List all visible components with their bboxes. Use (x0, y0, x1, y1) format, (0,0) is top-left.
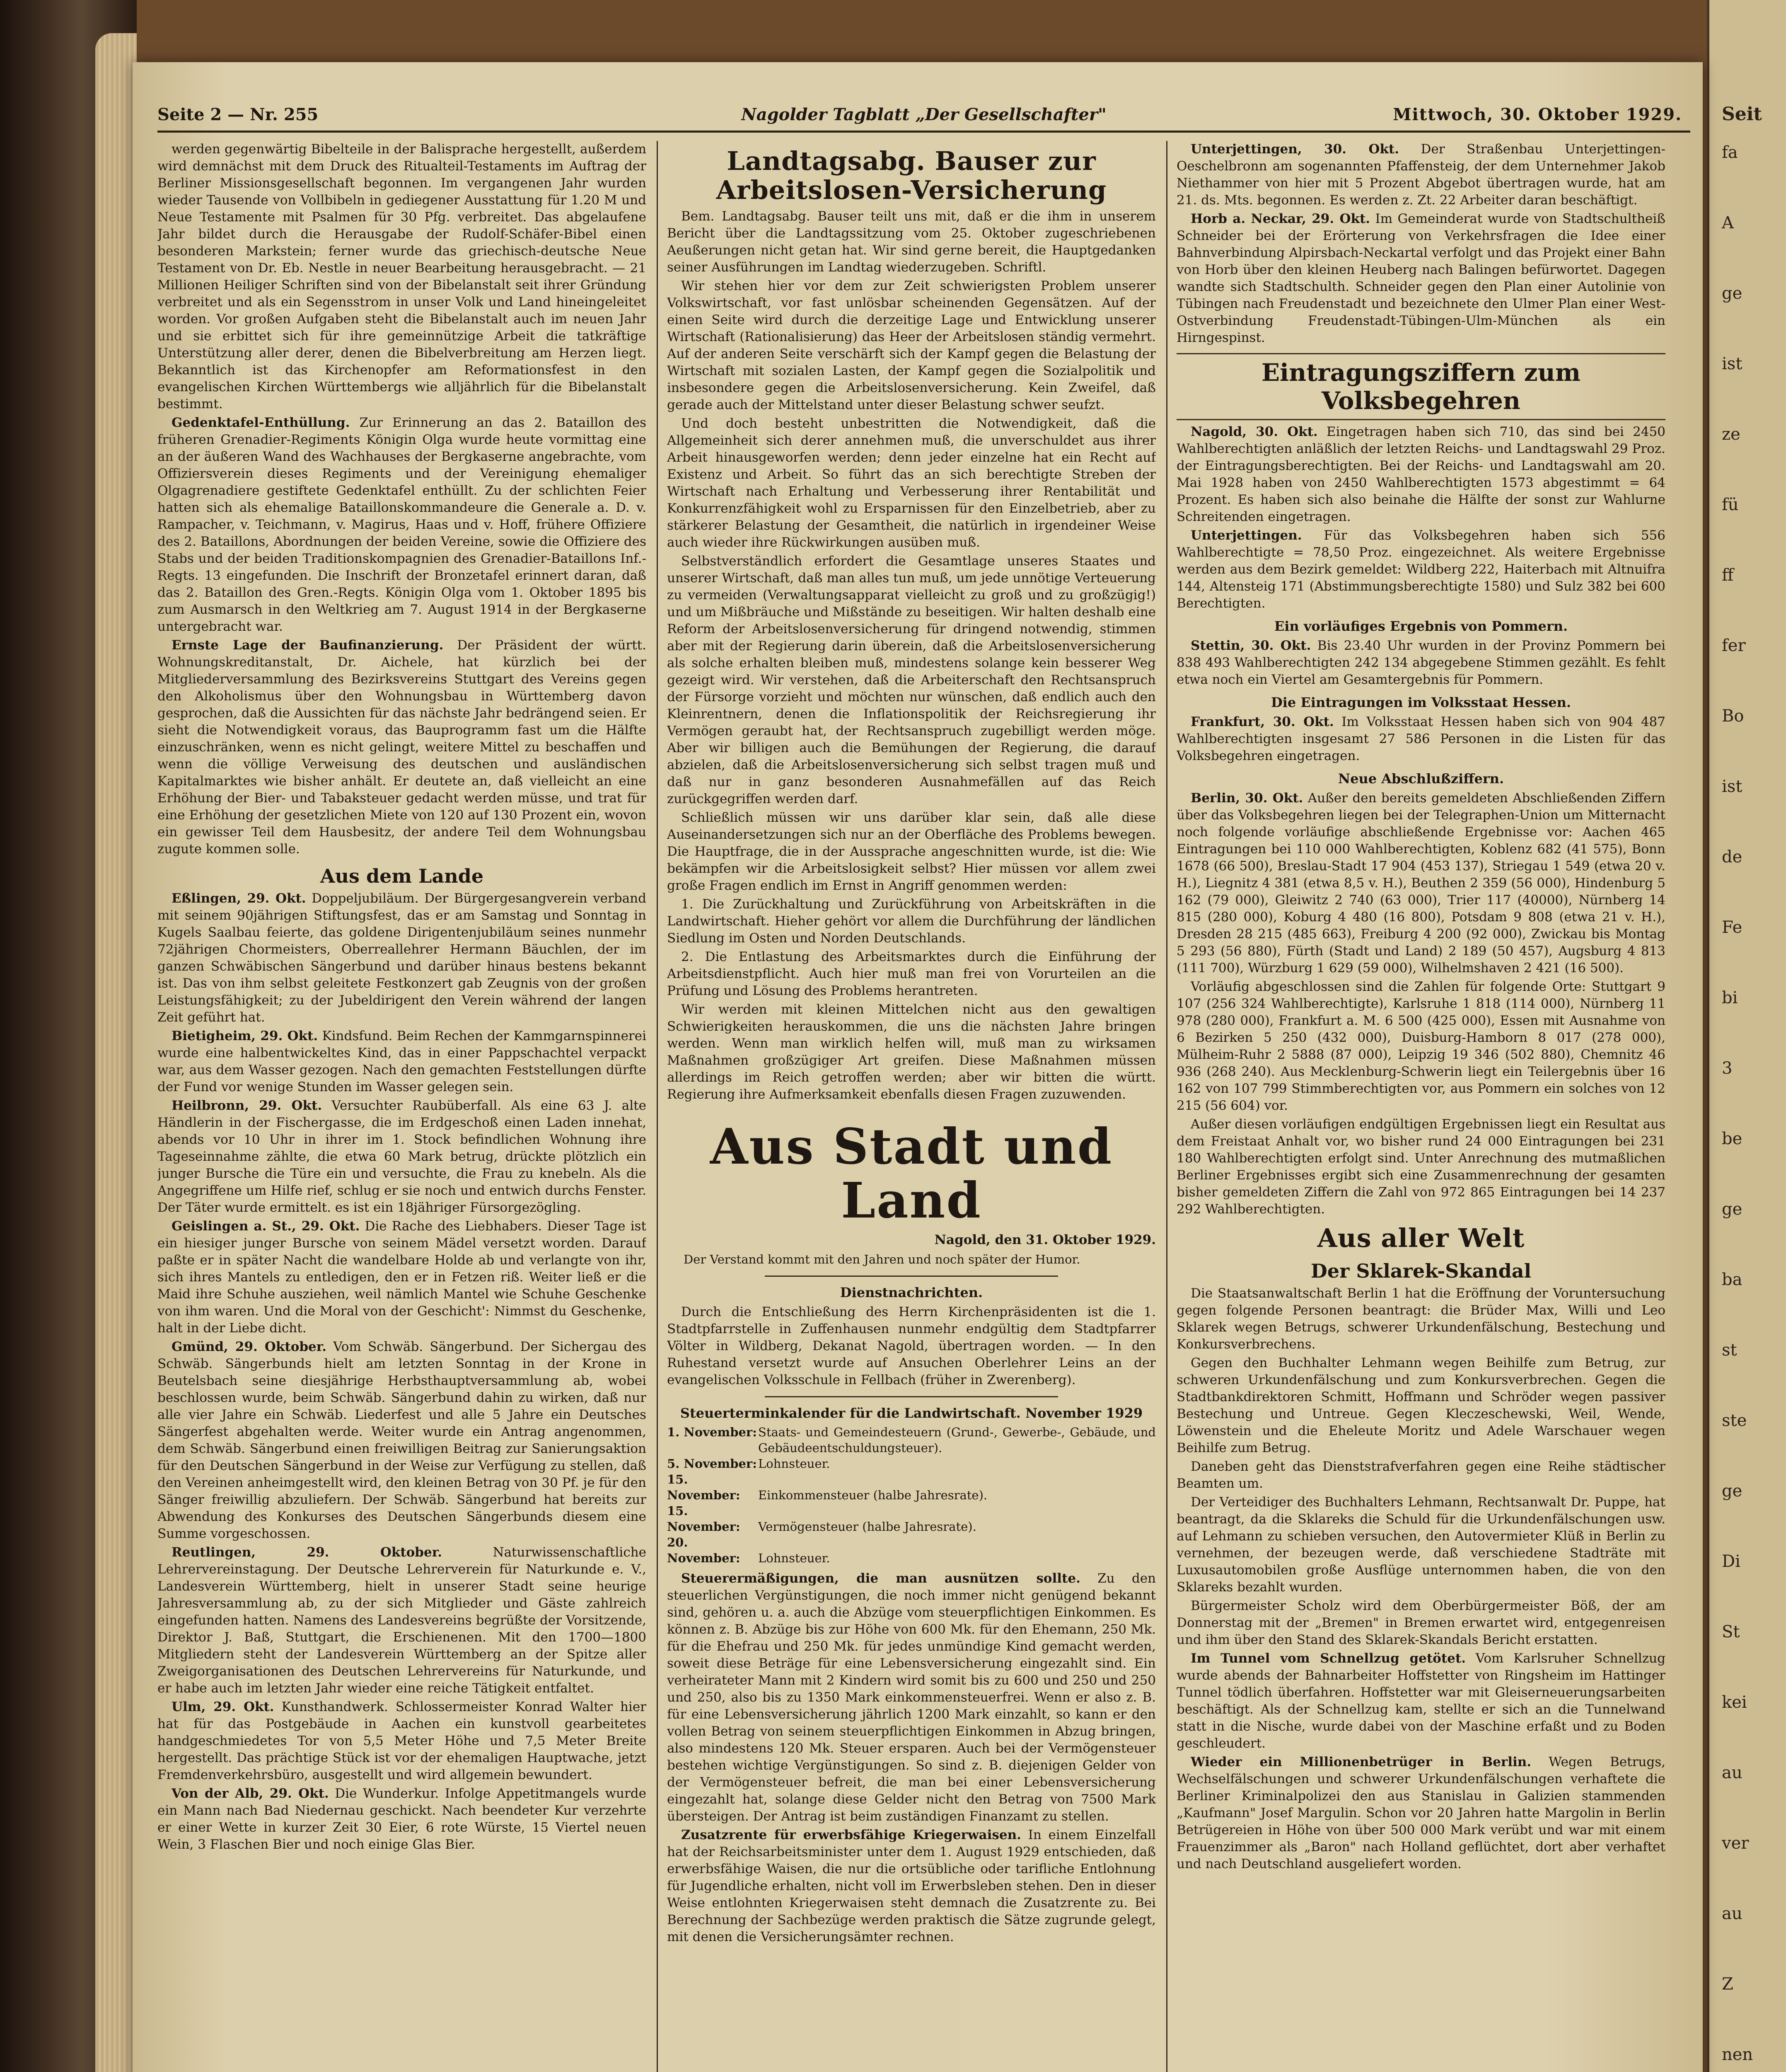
masthead (157, 102, 1690, 133)
page-stack-edge (95, 33, 137, 2072)
article-lead: Ernste Lage der Baufinanzierung. (172, 638, 444, 653)
article-paragraph (667, 1001, 1156, 1103)
newspaper-page (133, 62, 1703, 2072)
tax-calendar-row (667, 1535, 1156, 1566)
article-paragraph (667, 1827, 1156, 1946)
small-headline: Neue Abschlußziffern. (1338, 771, 1504, 787)
article-paragraph (157, 1339, 646, 1542)
article-paragraph (1177, 714, 1665, 765)
tax-calendar-date: 1. November: (667, 1425, 757, 1439)
article-lead: Frankfurt, 30. Okt. (1191, 714, 1334, 729)
facing-fragment: au (1722, 1904, 1742, 1923)
tax-calendar-row (667, 1472, 1156, 1503)
article-text: Und doch besteht unbestritten die Notwendigkeit, daß die Allgemeinheit sich derer annehmen muß, die unverschuldet aus ihrer Arbeit hinausgeworfen werden; denn jeder einzelne hat ein Recht auf Existenz und Arbeit. So führt das an sich berechtigte Streben der Wirtschaft nach Erhaltung und Verbesserung ihrer Rentabilität und Konkurrenzfähigkeit wohl zu Ersparnissen für den Einzelbetrieb, aber zu stärkerer Belastung der Gesamtheit, die natürlich in irgendeiner Weise auch wieder ihre Rückwirkungen ausüben muß. (667, 416, 1156, 550)
article-paragraph (667, 553, 1156, 808)
page-number: Seite 2 — Nr. 255 (157, 105, 319, 124)
article-paragraph (1177, 527, 1665, 612)
article-paragraph (157, 414, 646, 635)
small-headline: Dienstnachrichten. (840, 1285, 983, 1300)
facing-fragment: ver (1722, 1834, 1749, 1853)
article-lead: Unterjettingen. (1191, 528, 1302, 543)
motto: Der Verstand kommt mit den Jahren und noch später der Humor. (684, 1252, 1080, 1266)
article-paragraph (157, 637, 646, 858)
facing-fragment: st (1722, 1341, 1737, 1360)
article-paragraph (667, 415, 1156, 551)
article-paragraph (1177, 211, 1665, 346)
article-lead: Bietigheim, 29. Okt. (172, 1029, 318, 1043)
article-paragraph (157, 1544, 646, 1697)
article-text: Außer diesen vorläufigen endgültigen Ergebnissen liegt ein Resultat aus dem Freistaat Anhalt vor, wo bisher rund 24 000 Eintragungen bei 231 180 Wahlberechtigten erfolgt sind. Unter Anrechnung des mutmaßlichen Berliner Ergebnisses ergibt sich eine Zusammenrechnung der gesamten bisher gemeldeten Ziffern die Zahl von 972 865 Eintragungen bei 14 237 292 Wahlberechtigten. (1177, 1117, 1665, 1217)
article-text: In einem Einzelfall hat der Reichsarbeitsminister unter dem 1. August 1929 entschieden, daß erwerbsfähige Waisen, die nur die ortsübliche oder tarifliche Entlohnung für Jugendliche erhalten, nicht voll im Erwerbsleben stehen. Den in dieser Weise entlohnten Kriegerwaisen steht demnach die Zusatzrente zu. Bei Berechnung der Sachbezüge werden praktisch die Sätze zugrunde gelegt, mit denen die Versicherungsämter rechnen. (667, 1828, 1156, 1944)
section-headline: Eintragungsziffern zum Volksbegehren (1177, 353, 1665, 420)
article-lead: Zusatzrente für erwerbsfähige Kriegerwaisen. (681, 1828, 1021, 1842)
article-text: Eingetragen haben sich 710, das sind bei 2450 Wahlberechtigten anläßlich der letzten Reichs- und Landtagswahl 29 Proz. der Eintragungsberechtigten. Bei der Reichs- und Landtagswahl am 20. Mai 1928 haben von 2450 Wahlberechtigten 1573 abgestimmt = 64 Prozent. Es haben sich also beinahe die Hälfte der sonst zur Wahlurne Schreitenden eingetragen. (1177, 424, 1665, 524)
article-text: 2. Die Entlastung des Arbeitsmarktes durch die Einführung der Arbeitsdienstpflicht. Auch hier muß man frei von Vorurteilen an die Prüfung und Lösung des Problems herantreten. (667, 949, 1156, 998)
dateline: Nagold, den 31. Oktober 1929. (934, 1232, 1156, 1247)
tax-calendar-date: 5. November: (667, 1457, 757, 1471)
article-text: Außer den bereits gemeldeten Abschließenden Ziffern über das Volksbegehren liegen bei der Telegraphen-Union um Mitternacht noch folgende vorläufige abschließende Ergebnisse vor: Aachen 465 Eintragungen bei 110 000 Wahlberechtigten, Koblenz 682 (41 575), Bonn 1678 (66 500), Breslau-Stadt 17 904 (453 137), Striegau 1 549 (etwa 20 v. H.), Liegnitz 4 381 (etwa 8,5 v. H.), Beuthen 2 359 (56 000), Hindenburg 5 162 (79 000), Gleiwitz 2 740 (63 000), Trier 117 (40000), Nürnberg 14 815 (280 000), Koburg 4 480 (16 800), Potsdam 9 808 (etwa 21 v. H.), Dresden 28 215 (485 663), Freiburg 4 200 (92 000), Zwickau bis Montag 5 293 (56 880), Fürth (Stadt und Land) 2 189 (50 457), Augsburg 4 813 (111 700), Würzburg 1 629 (59 000), Wilhelmshaven 2 421 (16 500). (1177, 791, 1665, 975)
column-rule (657, 141, 658, 2072)
column-3 (1177, 141, 1665, 2072)
article-paragraph (157, 141, 646, 413)
article-text: Daneben geht das Dienststrafverfahren gegen eine Reihe städtischer Beamten um. (1177, 1459, 1665, 1491)
article-text: Vom Schwäb. Sängerbund. Der Sichergau des Schwäb. Sängerbunds hielt am letzten Sonntag in der Krone in Beutelsbach seine diesjährige Herbsthauptversammlung ab, wobei beschlossen wurde, beim Schwäb. Sängerbund dahin zu wirken, daß nur alle vier Jahre ein Schwäb. Liederfest und alle 5 Jahre ein Deutsches Sängerfest abgehalten werde. Weiter wurde ein Antrag angenommen, dem Schwäb. Sängerbund einen freiwilligen Beitrag zur Sanierungsaktion für den Deutschen Sängerbund in der Weise zur Verfügung zu stellen, daß den Vereinen anheimgestellt wird, den kleinen Betrag von 30 Pf. je für den Sänger freiwillig abzuliefern. Der Schwäb. Sängerbund hat bereits zur Abwendung des Konkurses des Deutschen Sängerbunds diesem eine Summe vorgeschossen. (157, 1339, 646, 1541)
article-text: Im Gemeinderat wurde von Stadtschultheiß Schneider bei der Erörterung von Verkehrsfragen die Idee einer Bahnverbindung Alpirsbach-Neckartal verfolgt und das Projekt einer Bahn von Horb über den kleinen Heuberg nach Balingen befürwortet. Dagegen wandte sich Stadtschulth. Schneider gegen den Plan einer Autolinie von Tübingen nach Freudenstadt und bezeichnete den Ulmer Plan einer West-Ostverbindung Freudenstadt-Tübingen-Ulm-München als ein Hirngespinst. (1177, 211, 1665, 345)
article-text: Vorläufig abgeschlossen sind die Zahlen für folgende Orte: Stuttgart 9 107 (256 324 Wahlberechtigte), Karlsruhe 1 818 (114 000), Nürnberg 11 978 (280 000), Frankfurt a. M. 6 500 (425 000), Essen mit Ausnahme von 6 Bezirken 5 250 (432 000), Duisburg-Hamborn 8 017 (278 000), Mülheim-Ruhr 2 5888 (87 000), Leipzig 19 346 (502 880), Chemnitz 46 936 (268 240). Aus Mecklenburg-Schwerin liegt ein Teilergebnis über 16 162 von 107 799 Stimmberechtigten vor, aus Pommern ein solches von 12 215 (56 604) vor. (1177, 979, 1665, 1113)
facing-fragment: au (1722, 1763, 1742, 1782)
article-headline: Aus aller Welt (1317, 1223, 1525, 1253)
tax-calendar-row (667, 1424, 1156, 1456)
article-text: Selbstverständlich erfordert die Gesamtlage unseres Staates und unserer Wirtschaft, daß man alles tun muß, um jede unnötige Verteuerung zu vermeiden (Verwaltungsapparat vielleicht zu groß und zu großzügig!) und um Mißbräuche und Mißstände zu beseitigen. Wir halten deshalb eine Reform der Arbeitslosenversicherung für dringend notwendig, stimmen aber mit der Regierung darin überein, daß die Arbeitslosenversicherung als solche erhalten bleiben muß, mindestens solange kein besserer Weg gezeigt wird. Wir verstehen, daß die Arbeiterschaft den Rechtsanspruch der Fürsorge vorzieht und möchten nur wünschen, daß endlich auch den Kleinrentnern, denen die Inflationspolitik der Reichsregierung ihr Vermögen geraubt hat, der Rechtsanspruch zugebilligt werden möge. Aber wir billigen auch die Bemühungen der Regierung, die darauf abzielen, daß die Arbeitslosenversicherung sich selbst tragen muß und daß nur in ganz besonderen Ausnahmefällen auf das Reich zurückgegriffen werden darf. (667, 554, 1156, 806)
facing-fragment: A (1722, 213, 1734, 232)
article-paragraph (157, 1785, 646, 1853)
article-paragraph (667, 208, 1156, 276)
facing-fragment: fer (1722, 636, 1746, 655)
article-lead: Reutlingen, 29. Oktober. (172, 1545, 442, 1560)
article-paragraph (1177, 1494, 1665, 1596)
article-paragraph (157, 1699, 646, 1784)
article-lead: Von der Alb, 29. Okt. (172, 1786, 329, 1801)
article-text: Kindsfund. Beim Rechen der Kammgarnspinnerei wurde eine halbentwickeltes Kind, das in einer Pappschachtel verpackt war, aus dem Wasser gezogen. Nach den gemachten Feststellungen dürfte der Fund vor wenige Stunden im Wasser gelegen sein. (157, 1029, 646, 1094)
small-headline: Die Eintragungen im Volksstaat Hessen. (1271, 695, 1571, 710)
tax-calendar-item: Lohnsteuer. (758, 1457, 830, 1471)
article-text: Doppeljubiläum. Der Bürgergesangverein verband mit seinem 90jährigen Stiftungsfest, das er am Samstag und Sonntag in Kugels Saalbau feierte, das goldene Dirigentenjubiläum seines nunmehr 72jährigen Chormeisters, Oberreallehrer Hermann Bäuchlen, der im ganzen Schwäbischen Sängerbund und darüber hinaus bestens bekannt ist. Das von ihm selbst geleitete Festkonzert gab Zeugnis von der großen Leistungsfähigkeit; zu der Jubeldirigent den Verein während der langen Zeit geführt hat. (157, 891, 646, 1025)
article-headline: Landtagsabg. Bauser zur Arbeitslosen-Versicherung (716, 146, 1107, 205)
article-paragraph (157, 890, 646, 1026)
tax-calendar-date: 20. November: (667, 1535, 740, 1565)
tax-calendar-item: Staats- und Gemeindesteuern (Grund-, Gewerbe-, Gebäude, und Gebäudeentschuldungsteuer). (758, 1425, 1156, 1455)
column-rule (1166, 141, 1167, 2072)
article-paragraph (157, 1218, 646, 1337)
article-paragraph (1177, 1650, 1665, 1752)
tax-calendar-list (667, 1424, 1156, 1566)
tax-calendar-item: Vermögensteuer (halbe Jahresrate). (758, 1520, 976, 1534)
article-lead: Nagold, 30. Okt. (1191, 424, 1318, 439)
facing-fragment: ze (1722, 425, 1740, 444)
article-lead: Ulm, 29. Okt. (172, 1699, 274, 1714)
subsection-headline: Aus dem Lande (320, 865, 484, 887)
facing-fragment: ste (1722, 1411, 1747, 1430)
article-text: Vom Karlsruher Schnellzug wurde abends der Bahnarbeiter Hoffstetter von Ringsheim im Hattinger Tunnel tödlich überfahren. Hoffstetter war mit Gleiserneuerungsarbeiten beschäftigt. Als der Schnellzug kam, stellte er sich an die Tunnelwand statt in die Nische, wurde dabei von der Maschine erfaßt und zu Boden geschleudert. (1177, 1651, 1665, 1751)
article-text: Kunsthandwerk. Schlossermeister Konrad Walter hier hat für das Postgebäude in Aachen ein kunstvoll gearbeitetes handgeschmiedetes Tor von 5,5 Meter Höhe und 7,5 Meter Breite hergestellt. Das prächtige Stück ist vor der ehemaligen Hauptwache, jetzt Fremdenverkehrsbüro, ausgestellt und wird allgemein bewundert. (157, 1699, 646, 1782)
facing-fragment: ba (1722, 1270, 1742, 1289)
article-text: Zu den steuerlichen Vergünstigungen, die noch immer nicht genügend bekannt sind, gehören u. a. auch die Abzüge vom steuerpflichtigen Einkommen. Es können z. B. Abzüge bis zur Höhe von 600 Mk. für den Ehemann, 250 Mk. für die Ehefrau und 250 Mk. für jedes unmündige Kind gemacht werden, soweit diese Beträge für eine Lebensversicherung eingezahlt sind. Ein verheirateter Mann mit 2 Kindern wird somit bis zu 600 und 250 und 250 und 250, also bis zu 1350 Mark einkommensteuerfrei. Wenn er also z. B. für eine Lebensversicherung jährlich 1200 Mark einzahlt, so kann er den vollen Betrag von seinem steuerpflichtigen Einkommen in Abzug bringen, also mindestens 120 Mk. Steuer ersparen. Auch bei der Vermögensteuer bestehen wichtige Vergünstigungen. So sind z. B. diejenigen Gelder von der Vermögensteuer befreit, die man bei einer Lebensversicherung eingezahlt hat, solange diese Gelder nicht den Betrag von 7500 Mark übersteigen. Der Antrag ist beim zuständigen Finanzamt zu stellen. (667, 1571, 1156, 1824)
article-text: Der Präsident der württ. Wohnungskreditanstalt, Dr. Aichele, hat kürzlich bei der Mitgliederversammlung des Bezirksvereins Stuttgart des Vereins gegen den Alkoholismus über den Wohnungsbau in Württemberg davon gesprochen, daß die Aussichten für das nächste Jahr bedrängend seien. Er sieht die Notwendigkeit voraus, das Bauprogramm fast um die Hälfte einzuschränken, wenn es nicht gelingt, weitere Mittel zu beschaffen und wenn die völlige Verweisung des deutschen und ausländischen Kapitalmarktes wie bisher anhält. Er deutete an, daß vielleicht an eine Erhöhung der Bier- und Tabaksteuer gedacht werden müsse, und trat für eine Erhöhung der gesetzlichen Miete von 120 auf 130 Prozent ein, wovon ein gewisser Teil dem Hausbesitz, der andere Teil dem Wohnungsbau zugute kommen solle. (157, 638, 646, 857)
article-text: Bem. Landtagsabg. Bauser teilt uns mit, daß er die ihm in unserem Bericht über die Landtagssitzung vom 25. Oktober zugeschriebenen Aeußerungen nicht getan hat. Wir sind gerne bereit, die Hauptgedanken seiner Ausführungen im Landtag wiederzugeben. Schriftl. (667, 209, 1156, 275)
article-text: Schließlich müssen wir uns darüber klar sein, daß alle diese Auseinandersetzungen sich nur an der Oberfläche des Problems bewegen. Die Hauptfrage, die in der Aussprache angeschnitten wurde, ist die: Wie bekämpfen wir die Arbeitslosigkeit selbst? Hier müssen vor allem zwei große Fragen endlich im Ernst in Angriff genommen werden: (667, 810, 1156, 893)
article-lead: Heilbronn, 29. Okt. (172, 1098, 322, 1113)
facing-fragment: de (1722, 847, 1742, 867)
article-text: Im Volksstaat Hessen haben sich von 904 487 Wahlberechtigten insgesamt 27 586 Personen in die Listen für das Volksbegehren eingetragen. (1177, 714, 1665, 763)
facing-fragment: 3 (1722, 1059, 1733, 1078)
facing-page (1707, 0, 1786, 2072)
article-lead: Im Tunnel vom Schnellzug getötet. (1191, 1651, 1466, 1666)
article-paragraph (667, 278, 1156, 414)
subsection-headline: Der Sklarek-Skandal (1310, 1260, 1532, 1282)
small-headline: Ein vorläufiges Ergebnis von Pommern. (1274, 618, 1568, 634)
facing-fragment: Fe (1722, 918, 1742, 937)
facing-fragment: ist (1722, 354, 1742, 373)
tax-calendar-item: Lohnsteuer. (758, 1551, 830, 1565)
article-lead: Unterjettingen, 30. Okt. (1191, 142, 1399, 157)
facing-fragment: ge (1722, 1200, 1742, 1219)
article-text: Zur Erinnerung an das 2. Bataillon des früheren Grenadier-Regiments Königin Olga wurde heute vormittag eine an der äußeren Wand des Wachhauses der Bergkaserne angebrachte, vom Offiziersverein dieses Regiments und der Vereinigung ehemaliger Olgagrenadiere gestiftete Gedenktafel enthüllt. Zu der schlichten Feier hatten sich als ehemalige Bataillonskommandeure die Generale a. D. v. Rampacher, v. Teichmann, v. Magirus, Haas und v. Hoff, frühere Offiziere des 2. Bataillons, Abordnungen der beiden Vereine, sowie die Offiziere des Stabs und der beiden Traditionskompagnien des Grenadier-Bataillons Inf.-Regts. 13 eingefunden. Die Inschrift der Bronzetafel erinnert daran, daß das 2. Bataillon des Gren.-Regts. Königin Olga vom 1. Oktober 1895 bis zum Ausmarsch in den Weltkrieg am 7. August 1914 in der Bergkaserne untergebracht war. (157, 415, 646, 634)
article-paragraph (1177, 1754, 1665, 1873)
separator-rule (765, 1396, 1058, 1397)
article-text: Gegen den Buchhalter Lehmann wegen Beihilfe zum Betrug, zur schweren Urkundenfälschung und zum Konkursverbrechen. Gegen die Stadtbankdirektoren Schmitt, Hoffmann und Schröder wegen passiver Bestechung und Untreue. Gegen Kleczeschewski, Weil, Wende, Löwenstein und die Eheleute Moritz und Adele Warschauer wegen Beihilfe zum Betrug. (1177, 1356, 1665, 1455)
facing-fragment: ff (1722, 566, 1734, 585)
article-paragraph (1177, 424, 1665, 525)
article-lead: Steuerermäßigungen, die man ausnützen sollte. (681, 1571, 1080, 1586)
tax-calendar-date: 15. November: (667, 1472, 740, 1502)
article-paragraph (157, 1028, 646, 1096)
facing-fragment: St (1722, 1622, 1740, 1641)
article-lead: Eßlingen, 29. Okt. (172, 891, 306, 906)
article-paragraph (667, 896, 1156, 947)
column-2 (667, 141, 1156, 2072)
article-paragraph (1177, 1285, 1665, 1353)
article-text: Versuchter Raubüberfall. Als eine 63 J. alte Händlerin in der Fischergasse, die im Erdgeschoß einen Laden innehat, abends vor 10 Uhr in ihrer im 1. Stock befindlichen Wohnung ihre Tageseinnahme zählte, die etwa 60 Mark betrug, drückte plötzlich ein junger Bursche die Türe ein und versuchte, die Frau zu knebeln. Als die Angegriffene um Hilfe rief, schlug er sie noch und entwich durchs Fenster. Der Täter wurde ermittelt. es ist ein 18jähriger Fürsorgezögling. (157, 1098, 646, 1215)
facing-fragment: fü (1722, 495, 1739, 514)
article-lead: Horb a. Neckar, 29. Okt. (1191, 211, 1370, 226)
article-text: Die Staatsanwaltschaft Berlin 1 hat die Eröffnung der Voruntersuchung gegen folgende Personen beantragt: die Brüder Max, Willi und Leo Sklarek wegen Betrugs, schwerer Urkundenfälschung, Bestechung und Konkursverbrechens. (1177, 1286, 1665, 1352)
tax-calendar-row (667, 1503, 1156, 1535)
facing-fragment: Z (1722, 1975, 1733, 1994)
tax-calendar-date: 15. November: (667, 1504, 740, 1534)
article-paragraph (667, 1304, 1156, 1389)
facing-fragment: fa (1722, 143, 1738, 162)
article-lead: Geislingen a. St., 29. Okt. (172, 1219, 360, 1234)
small-headline: Steuerterminkalender für die Landwirtschaft. November 1929 (680, 1405, 1143, 1421)
article-text: Wegen Betrugs, Wechselfälschungen und schwerer Urkundenfälschungen verhaftete die Berliner Kriminalpolizei den aus Stanislau in Galizien stammenden „Kaufmann" Josef Margulin. Schon vor 20 Jahren hatte Margolin in Berlin Betrügereien in Höhe von über 500 000 Mark verübt und war mit einem Frauenzimmer als „Baron" nach Holland geflüchtet, dort aber verhaftet und nach Deutschland ausgeliefert worden. (1177, 1755, 1665, 1871)
facing-fragment: Di (1722, 1552, 1740, 1571)
article-lead: Gmünd, 29. Oktober. (172, 1339, 327, 1354)
article-lead: Stettin, 30. Okt. (1191, 638, 1311, 653)
facing-fragment: kei (1722, 1693, 1747, 1712)
article-paragraph (1177, 637, 1665, 688)
facing-fragment: Bo (1722, 707, 1744, 726)
article-text: Die Wunderkur. Infolge Appetitmangels wurde ein Mann nach Bad Niedernau geschickt. Nach beendeter Kur verzehrte er einer Wette in kurzer Zeit 30 Eier, 6 rote Würste, 15 Viertel neuen Wein, 3 Flaschen Bier und noch einige Glas Bier. (157, 1786, 646, 1852)
newspaper-title: Nagolder Tagblatt „Der Gesellschafter" (741, 105, 1107, 124)
facing-fragment: bi (1722, 988, 1738, 1007)
article-paragraph (667, 949, 1156, 1000)
article-text: Bürgermeister Scholz wird dem Oberbürgermeister Böß, der am Donnerstag mit der „Bremen" in Bremen erwartet wird, entgegenreisen und ihm über den Stand des Sklarek-Skandals Bericht erstatten. (1177, 1598, 1665, 1647)
article-paragraph (1177, 141, 1665, 209)
facing-fragment: ist (1722, 777, 1742, 796)
article-paragraph (1177, 1116, 1665, 1218)
facing-page-header: Seit (1722, 104, 1762, 125)
tax-calendar-row (667, 1456, 1156, 1472)
tax-calendar-item: Einkommensteuer (halbe Jahresrate). (758, 1488, 988, 1502)
facing-fragment: be (1722, 1129, 1742, 1148)
column-1 (157, 141, 646, 2072)
article-paragraph (1177, 790, 1665, 977)
issue-date: Mittwoch, 30. Oktober 1929. (1393, 105, 1682, 124)
article-lead: Wieder ein Millionenbetrüger in Berlin. (1191, 1755, 1532, 1769)
article-paragraph (1177, 978, 1665, 1114)
article-text: Wir stehen hier vor dem zur Zeit schwierigsten Problem unserer Volkswirtschaft, vor fast unlösbar scheinenden Gegensätzen. Auf der einen Seite wird durch die derzeitige Lage und Entwicklung unserer Wirtschaft (Rationalisierung) das Heer der Arbeitslosen ständig vermehrt. Auf der anderen Seite verschärft sich der Kampf gegen die Belastung der Wirtschaft mit sozialen Lasten, der Kampf gegen die Sozialpolitik und insbesondere gegen die Arbeitslosenversicherung. Kein Zweifel, daß gerade auch der Mittelstand unter dieser Belastung schwer seufzt. (667, 278, 1156, 412)
article-paragraph (1177, 1598, 1665, 1648)
article-text: Der Verteidiger des Buchhalters Lehmann, Rechtsanwalt Dr. Puppe, hat beantragt, da die Sklareks die Schuld für die Urkundenfälschungen usw. auf Lehmann zu schieben versuchen, den Autovermieter Klüß in Berlin zu vernehmen, der bezeugen werde, daß verschiedene Stadträte mit Luxusautomobilen große Ausflüge unternommen haben, die von den Sklareks bezahlt wurden. (1177, 1495, 1665, 1595)
facing-fragment: ge (1722, 1481, 1742, 1501)
section-headline: Aus Stadt und Land (710, 1118, 1113, 1229)
article-text: Bis 23.40 Uhr wurden in der Provinz Pommern bei 838 493 Wahlberechtigten 242 134 abgegebene Stimmen gezählt. Es fehlt etwa noch ein Viertel am Gesamtergebnis für Pommern. (1177, 638, 1665, 687)
article-paragraph (1177, 1355, 1665, 1457)
article-text: 1. Die Zurückhaltung und Zurückführung von Arbeitskräften in die Landwirtschaft. Hieher gehört vor allem die Durchführung der ländlichen Siedlung im Osten und Norden Deutschlands. (667, 897, 1156, 946)
article-paragraph (667, 1570, 1156, 1825)
article-text: Für das Volksbegehren haben sich 556 Wahlberechtigte = 78,50 Proz. eingezeichnet. Als weitere Ergebnisse werden aus dem Bezirk gemeldet: Wildberg 222, Haiterbach mit Altnuifra 144, Altensteig 171 (Abstimmungsberechtigte 1580) und Sulz 382 bei 600 Berechtigten. (1177, 528, 1665, 611)
article-paragraph (1177, 1458, 1665, 1492)
article-text: Wir werden mit kleinen Mittelchen nicht aus den gewaltigen Schwierigkeiten herauskommen, die uns die nächsten Jahre bringen werden. Wenn man wirklich helfen will, muß man zu wirksamen Maßnahmen großzügiger Art greifen. Diese Maßnahmen müssen allerdings im Reich getroffen werden; aber wir bitten die württ. Regierung ihre Aufmerksamkeit ebenfalls diesen Fragen zuzuwenden. (667, 1002, 1156, 1102)
article-text: werden gegenwärtig Bibelteile in der Balisprache hergestellt, außerdem wird demnächst mit dem Druck des Ritualteil-Testaments im Auftrag der Berliner Missionsgesellschaft begonnen. Im vergangenen Jahr wurden wieder Tausende von Vollbibeln in gediegener Ausstattung für 1.20 M und Neue Testamente mit Psalmen für 30 Pfg. verbreitet. Das abgelaufene Jahr bildet durch die Herausgabe der Rudolf-Schäfer-Bibel einen besonderen Markstein; ferner wurde das griechisch-deutsche Neue Testament von Dr. Eb. Nestle in neuer Bearbeitung herausgebracht. — 21 Millionen Heiliger Schriften sind von der Bibelanstalt seit ihrer Gründung verbreitet und als ein Segensstrom in unser Volk und Land hineingeleitet worden. Vor großen Aufgaben steht die Bibelanstalt auch im neuen Jahr und sie erbittet sich für ihre gemeinnützige Arbeit die tatkräftige Unterstützung aller derer, denen die Bibelverbreitung am Herzen liegt. Bekanntlich ist das Kirchenopfer am Reformationsfest in den evangelischen Kirchen Württembergs wie alljährlich für die Bibelanstalt bestimmt. (157, 142, 646, 411)
article-text: Naturwissenschaftliche Lehrervereinstagung. Der Deutsche Lehrerverein für Naturkunde e. V., Landesverein Württemberg, hielt in unserer Stadt seine heurige Jahresversammlung ab, zu der sich Mitglieder und Gäste zahlreich eingefunden hatten. Namens des Landesvereins begrüßte der Vorsitzende, Direktor J. Baß, Stuttgart, die Erschienenen. Mit den 1700—1800 Mitgliedern steht der Landesverein Württemberg an der Spitze aller Zweigorganisationen des Deutschen Lehrervereins für Naturkunde, und er habe auch im letzten Jahr wieder eine reiche Tätigkeit entfaltet. (157, 1545, 646, 1696)
separator-rule (765, 1276, 1058, 1277)
article-text: Die Rache des Liebhabers. Dieser Tage ist ein hiesiger junger Bursche von seinem Mädel versetzt worden. Darauf paßte er in später Nacht die wandelbare Holde ab und verlangte von ihr, sich ihres Mantels zu entledigen, den er in Fetzen riß. Weiter ließ er die Maid ihre Schuhe ausziehen, weil nämlich Mantel wie Schuhe Geschenke von ihm waren. Und die Moral von der Geschicht': Nimmst du Geschenke, halt in der Liebe dicht. (157, 1219, 646, 1336)
article-paragraph (157, 1097, 646, 1216)
article-text: Der Straßenbau Unterjettingen-Oeschelbronn am sogenannten Pfaffensteig, der dem Unternehmer Jakob Niethammer von hier mit 5 Prozent Abgebot übertragen wurde, hat am 21. ds. Mts. begonnen. Es werden z. Zt. 22 Arbeiter daran beschäftigt. (1177, 142, 1665, 208)
article-paragraph (667, 809, 1156, 894)
facing-fragment: nen (1722, 2045, 1753, 2064)
article-lead: Berlin, 30. Okt. (1191, 791, 1303, 806)
facing-fragment: ge (1722, 284, 1742, 303)
article-lead: Gedenktafel-Enthüllung. (172, 415, 350, 430)
article-text: Durch die Entschließung des Herrn Kirchenpräsidenten ist die 1. Stadtpfarrstelle in Zuffenhausen nunmehr endgültig dem Stadtpfarrer Völter in Wildberg, Dekanat Nagold, übertragen worden. — In den Ruhestand versetzt wurde auf Ansuchen Oberlehrer Leins an der evangelischen Volksschule in Fellbach (früher in Zwerenberg). (667, 1305, 1156, 1387)
